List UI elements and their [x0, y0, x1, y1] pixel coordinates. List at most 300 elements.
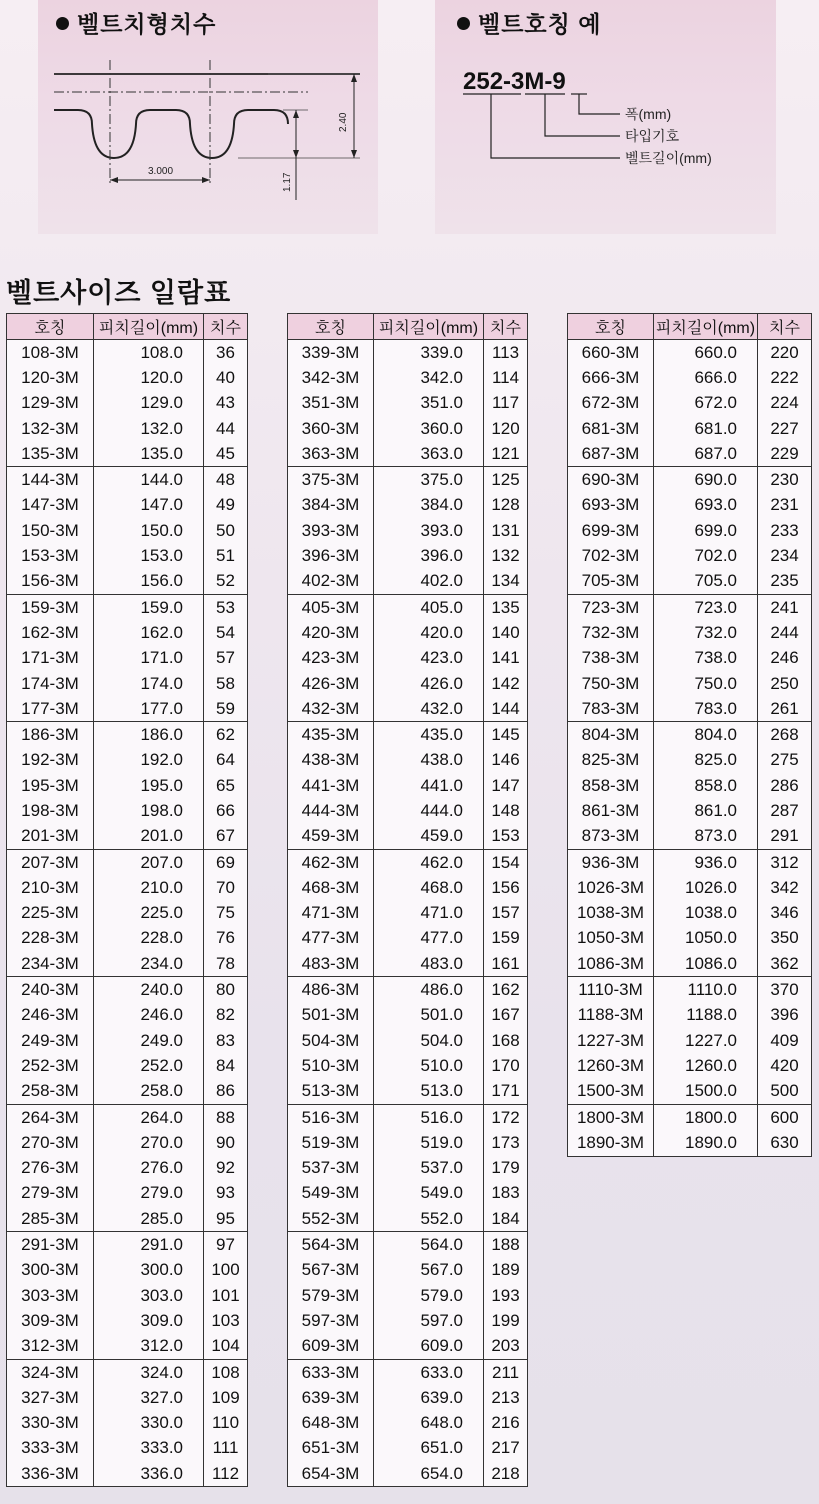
type-leader [545, 94, 620, 136]
cell-code: 423-3M [288, 646, 374, 671]
cell-code: 1890-3M [568, 1130, 654, 1156]
table-row [568, 849, 812, 875]
table-row [7, 518, 248, 543]
cell-pitch-length: 225.0 [94, 901, 204, 926]
cell-code: 162-3M [7, 620, 94, 645]
cell-pitch-length: 1800.0 [654, 1104, 758, 1130]
cell-teeth: 172 [484, 1104, 528, 1130]
cell-pitch-length: 150.0 [94, 518, 204, 543]
cell-code: 690-3M [568, 467, 654, 493]
table-row [7, 365, 248, 390]
cell-pitch-length: 351.0 [374, 391, 484, 416]
cell-code: 159-3M [7, 594, 94, 620]
table-row [568, 340, 812, 366]
table-row [7, 1359, 248, 1385]
cell-teeth: 227 [758, 416, 812, 441]
cell-teeth: 342 [758, 875, 812, 900]
cell-pitch-length: 384.0 [374, 493, 484, 518]
table-row [7, 1104, 248, 1130]
cell-teeth: 420 [758, 1053, 812, 1078]
cell-pitch-length: 699.0 [654, 518, 758, 543]
cell-pitch-length: 426.0 [374, 671, 484, 696]
cell-code: 699-3M [568, 518, 654, 543]
table-row [288, 594, 528, 620]
cell-code: 210-3M [7, 875, 94, 900]
cell-pitch-length: 327.0 [94, 1385, 204, 1410]
pitch-dimension-label: 3.000 [148, 166, 174, 177]
cell-code: 246-3M [7, 1003, 94, 1028]
table-row [7, 646, 248, 671]
cell-pitch-length: 873.0 [654, 824, 758, 850]
cell-pitch-length: 438.0 [374, 748, 484, 773]
cell-teeth: 261 [758, 696, 812, 722]
cell-teeth: 76 [204, 926, 248, 951]
cell-code: 228-3M [7, 926, 94, 951]
cell-teeth: 58 [204, 671, 248, 696]
cell-code: 1038-3M [568, 901, 654, 926]
cell-teeth: 183 [484, 1181, 528, 1206]
cell-teeth: 144 [484, 696, 528, 722]
table-row [7, 340, 248, 366]
cell-pitch-length: 804.0 [654, 722, 758, 748]
table-row [288, 1308, 528, 1333]
designation-diagram [435, 0, 776, 234]
cell-code: 873-3M [568, 824, 654, 850]
cell-teeth: 75 [204, 901, 248, 926]
cell-pitch-length: 597.0 [374, 1308, 484, 1333]
cell-teeth: 54 [204, 620, 248, 645]
cell-teeth: 188 [484, 1232, 528, 1258]
cell-pitch-length: 732.0 [654, 620, 758, 645]
cell-teeth: 396 [758, 1003, 812, 1028]
cell-code: 1800-3M [568, 1104, 654, 1130]
table-row [568, 1079, 812, 1105]
table-row [7, 1334, 248, 1360]
cell-pitch-length: 666.0 [654, 365, 758, 390]
table-row [7, 493, 248, 518]
cell-code: 285-3M [7, 1206, 94, 1232]
size-table-2 [287, 313, 528, 1487]
table-row [568, 594, 812, 620]
table-row [568, 365, 812, 390]
cell-code: 477-3M [288, 926, 374, 951]
cell-code: 420-3M [288, 620, 374, 645]
cell-teeth: 159 [484, 926, 528, 951]
cell-teeth: 213 [484, 1385, 528, 1410]
table-row [288, 1079, 528, 1105]
cell-pitch-length: 462.0 [374, 849, 484, 875]
cell-pitch-length: 519.0 [374, 1130, 484, 1155]
cell-pitch-length: 432.0 [374, 696, 484, 722]
table-row [7, 543, 248, 568]
cell-teeth: 113 [484, 340, 528, 366]
cell-teeth: 48 [204, 467, 248, 493]
cell-pitch-length: 153.0 [94, 543, 204, 568]
cell-teeth: 104 [204, 1334, 248, 1360]
cell-pitch-length: 552.0 [374, 1206, 484, 1232]
cell-pitch-length: 483.0 [374, 951, 484, 977]
cell-code: 132-3M [7, 416, 94, 441]
cell-pitch-length: 468.0 [374, 875, 484, 900]
header-code: 호칭 [288, 314, 374, 340]
table-row [7, 1410, 248, 1435]
cell-code: 300-3M [7, 1258, 94, 1283]
table-row [568, 1104, 812, 1130]
cell-pitch-length: 516.0 [374, 1104, 484, 1130]
cell-pitch-length: 240.0 [94, 977, 204, 1003]
table-row [568, 824, 812, 850]
cell-pitch-length: 1086.0 [654, 951, 758, 977]
cell-teeth: 108 [204, 1359, 248, 1385]
cell-teeth: 156 [484, 875, 528, 900]
cell-teeth: 275 [758, 748, 812, 773]
cell-teeth: 184 [484, 1206, 528, 1232]
table-row [568, 620, 812, 645]
table-row [288, 365, 528, 390]
table-row [568, 441, 812, 467]
table-row [288, 1436, 528, 1461]
cell-teeth: 600 [758, 1104, 812, 1130]
cell-teeth: 233 [758, 518, 812, 543]
cell-pitch-length: 405.0 [374, 594, 484, 620]
cell-code: 597-3M [288, 1308, 374, 1333]
table-row [568, 696, 812, 722]
cell-code: 147-3M [7, 493, 94, 518]
cell-code: 462-3M [288, 849, 374, 875]
cell-pitch-length: 171.0 [94, 646, 204, 671]
cell-code: 687-3M [568, 441, 654, 467]
table-row [288, 493, 528, 518]
cell-teeth: 142 [484, 671, 528, 696]
size-table-3 [567, 313, 812, 1157]
cell-pitch-length: 660.0 [654, 340, 758, 366]
cell-code: 438-3M [288, 748, 374, 773]
cell-teeth: 131 [484, 518, 528, 543]
cell-pitch-length: 501.0 [374, 1003, 484, 1028]
cell-pitch-length: 210.0 [94, 875, 204, 900]
table-row [7, 901, 248, 926]
cell-code: 1227-3M [568, 1028, 654, 1053]
cell-teeth: 148 [484, 798, 528, 823]
cell-pitch-length: 120.0 [94, 365, 204, 390]
cell-code: 312-3M [7, 1334, 94, 1360]
cell-code: 108-3M [7, 340, 94, 366]
table-row [7, 1181, 248, 1206]
table-header-row [288, 314, 528, 340]
cell-pitch-length: 477.0 [374, 926, 484, 951]
cell-code: 177-3M [7, 696, 94, 722]
cell-teeth: 67 [204, 824, 248, 850]
table-row [288, 696, 528, 722]
cell-pitch-length: 444.0 [374, 798, 484, 823]
table-row [7, 1028, 248, 1053]
cell-code: 579-3M [288, 1283, 374, 1308]
cell-teeth: 52 [204, 569, 248, 595]
table-row [568, 671, 812, 696]
table-row [7, 798, 248, 823]
cell-code: 342-3M [288, 365, 374, 390]
cell-pitch-length: 1038.0 [654, 901, 758, 926]
cell-code: 279-3M [7, 1181, 94, 1206]
cell-pitch-length: 339.0 [374, 340, 484, 366]
cell-pitch-length: 564.0 [374, 1232, 484, 1258]
table-row [7, 1385, 248, 1410]
table-row [568, 1130, 812, 1156]
cell-pitch-length: 192.0 [94, 748, 204, 773]
cell-teeth: 171 [484, 1079, 528, 1105]
cell-pitch-length: 825.0 [654, 748, 758, 773]
cell-teeth: 83 [204, 1028, 248, 1053]
cell-code: 1026-3M [568, 875, 654, 900]
cell-pitch-length: 1188.0 [654, 1003, 758, 1028]
cell-pitch-length: 1227.0 [654, 1028, 758, 1053]
cell-pitch-length: 270.0 [94, 1130, 204, 1155]
cell-pitch-length: 144.0 [94, 467, 204, 493]
table-row [7, 594, 248, 620]
cell-teeth: 350 [758, 926, 812, 951]
cell-code: 723-3M [568, 594, 654, 620]
cell-teeth: 199 [484, 1308, 528, 1333]
cell-teeth: 216 [484, 1410, 528, 1435]
header-teeth: 치수 [758, 314, 812, 340]
cell-teeth: 193 [484, 1283, 528, 1308]
table-row [568, 467, 812, 493]
cell-pitch-length: 861.0 [654, 798, 758, 823]
cell-code: 192-3M [7, 748, 94, 773]
designation-code: 252-3M-9 [463, 68, 566, 95]
cell-code: 1086-3M [568, 951, 654, 977]
table-row [7, 1053, 248, 1078]
cell-teeth: 92 [204, 1156, 248, 1181]
total-height-label: 2.40 [338, 112, 349, 132]
table-row [7, 1232, 248, 1258]
tooth-profile-panel [38, 0, 378, 234]
cell-pitch-length: 936.0 [654, 849, 758, 875]
cell-code: 234-3M [7, 951, 94, 977]
cell-code: 135-3M [7, 441, 94, 467]
cell-code: 201-3M [7, 824, 94, 850]
cell-pitch-length: 129.0 [94, 391, 204, 416]
cell-code: 384-3M [288, 493, 374, 518]
cell-pitch-length: 108.0 [94, 340, 204, 366]
cell-code: 693-3M [568, 493, 654, 518]
cell-teeth: 95 [204, 1206, 248, 1232]
cell-code: 225-3M [7, 901, 94, 926]
cell-code: 1260-3M [568, 1053, 654, 1078]
cell-teeth: 287 [758, 798, 812, 823]
cell-teeth: 246 [758, 646, 812, 671]
cell-teeth: 66 [204, 798, 248, 823]
cell-code: 825-3M [568, 748, 654, 773]
cell-pitch-length: 135.0 [94, 441, 204, 467]
cell-code: 360-3M [288, 416, 374, 441]
cell-pitch-length: 174.0 [94, 671, 204, 696]
tooth-height-label: 1.17 [282, 172, 293, 192]
cell-code: 702-3M [568, 543, 654, 568]
cell-code: 1110-3M [568, 977, 654, 1003]
cell-code: 363-3M [288, 441, 374, 467]
cell-teeth: 57 [204, 646, 248, 671]
cell-code: 936-3M [568, 849, 654, 875]
size-table-1 [6, 313, 248, 1487]
cell-teeth: 59 [204, 696, 248, 722]
cell-code: 549-3M [288, 1181, 374, 1206]
cell-code: 672-3M [568, 391, 654, 416]
cell-code: 252-3M [7, 1053, 94, 1078]
table-row [288, 824, 528, 850]
table-row [288, 646, 528, 671]
cell-code: 309-3M [7, 1308, 94, 1333]
cell-teeth: 220 [758, 340, 812, 366]
cell-teeth: 145 [484, 722, 528, 748]
cell-code: 1188-3M [568, 1003, 654, 1028]
cell-pitch-length: 291.0 [94, 1232, 204, 1258]
cell-pitch-length: 858.0 [654, 773, 758, 798]
cell-code: 207-3M [7, 849, 94, 875]
cell-pitch-length: 324.0 [94, 1359, 204, 1385]
table-row [288, 875, 528, 900]
table-row [568, 416, 812, 441]
cell-code: 324-3M [7, 1359, 94, 1385]
table-row [288, 849, 528, 875]
cell-teeth: 241 [758, 594, 812, 620]
table-row [7, 722, 248, 748]
cell-code: 336-3M [7, 1461, 94, 1487]
table-row [288, 467, 528, 493]
table-row [288, 518, 528, 543]
cell-pitch-length: 375.0 [374, 467, 484, 493]
cell-pitch-length: 198.0 [94, 798, 204, 823]
table-row [568, 773, 812, 798]
cell-pitch-length: 651.0 [374, 1436, 484, 1461]
table-row [288, 798, 528, 823]
cell-pitch-length: 333.0 [94, 1436, 204, 1461]
table-row [7, 441, 248, 467]
cell-teeth: 250 [758, 671, 812, 696]
cell-pitch-length: 330.0 [94, 1410, 204, 1435]
cell-teeth: 409 [758, 1028, 812, 1053]
table-row [568, 798, 812, 823]
cell-teeth: 43 [204, 391, 248, 416]
cell-pitch-length: 1890.0 [654, 1130, 758, 1156]
table-row [288, 1283, 528, 1308]
cell-code: 471-3M [288, 901, 374, 926]
header-teeth: 치수 [204, 314, 248, 340]
width-label: 폭(mm) [625, 106, 672, 122]
cell-pitch-length: 147.0 [94, 493, 204, 518]
cell-code: 738-3M [568, 646, 654, 671]
width-leader [579, 94, 620, 114]
table-row [568, 722, 812, 748]
cell-pitch-length: 537.0 [374, 1156, 484, 1181]
cell-pitch-length: 459.0 [374, 824, 484, 850]
cell-code: 654-3M [288, 1461, 374, 1487]
table-row [7, 824, 248, 850]
cell-pitch-length: 246.0 [94, 1003, 204, 1028]
header-pitch-length: 피치길이(mm) [374, 314, 484, 340]
cell-teeth: 100 [204, 1258, 248, 1283]
cell-pitch-length: 195.0 [94, 773, 204, 798]
cell-code: 150-3M [7, 518, 94, 543]
cell-teeth: 132 [484, 543, 528, 568]
table-row [288, 926, 528, 951]
cell-pitch-length: 690.0 [654, 467, 758, 493]
cell-pitch-length: 132.0 [94, 416, 204, 441]
header-pitch-length: 피치길이(mm) [94, 314, 204, 340]
tooth-profile-title-text: 벨트치형치수 [77, 11, 217, 37]
cell-teeth: 50 [204, 518, 248, 543]
cell-code: 639-3M [288, 1385, 374, 1410]
cell-code: 120-3M [7, 365, 94, 390]
cell-teeth: 135 [484, 594, 528, 620]
table-row [288, 1028, 528, 1053]
cell-pitch-length: 1026.0 [654, 875, 758, 900]
table-row [568, 926, 812, 951]
cell-code: 333-3M [7, 1436, 94, 1461]
cell-pitch-length: 207.0 [94, 849, 204, 875]
designation-panel [435, 0, 776, 234]
table-row [568, 646, 812, 671]
cell-pitch-length: 639.0 [374, 1385, 484, 1410]
table-row [288, 1130, 528, 1155]
cell-pitch-length: 156.0 [94, 569, 204, 595]
cell-pitch-length: 633.0 [374, 1359, 484, 1385]
cell-pitch-length: 567.0 [374, 1258, 484, 1283]
cell-pitch-length: 363.0 [374, 441, 484, 467]
cell-code: 129-3M [7, 391, 94, 416]
cell-teeth: 170 [484, 1053, 528, 1078]
cell-pitch-length: 681.0 [654, 416, 758, 441]
cell-teeth: 153 [484, 824, 528, 850]
table-row [568, 748, 812, 773]
cell-pitch-length: 486.0 [374, 977, 484, 1003]
table-row [568, 543, 812, 568]
cell-code: 144-3M [7, 467, 94, 493]
cell-teeth: 110 [204, 1410, 248, 1435]
cell-code: 858-3M [568, 773, 654, 798]
cell-pitch-length: 738.0 [654, 646, 758, 671]
table-row [288, 951, 528, 977]
cell-pitch-length: 513.0 [374, 1079, 484, 1105]
table-row [288, 901, 528, 926]
cell-code: 510-3M [288, 1053, 374, 1078]
table-row [7, 569, 248, 595]
cell-code: 537-3M [288, 1156, 374, 1181]
cell-pitch-length: 342.0 [374, 365, 484, 390]
designation-title-text: 벨트호칭 예 [478, 11, 602, 37]
cell-pitch-length: 309.0 [94, 1308, 204, 1333]
cell-teeth: 97 [204, 1232, 248, 1258]
table-row [7, 977, 248, 1003]
cell-teeth: 45 [204, 441, 248, 467]
cell-teeth: 630 [758, 1130, 812, 1156]
table-row [288, 569, 528, 595]
cell-teeth: 69 [204, 849, 248, 875]
cell-code: 351-3M [288, 391, 374, 416]
cell-teeth: 218 [484, 1461, 528, 1487]
cell-teeth: 146 [484, 748, 528, 773]
cell-pitch-length: 300.0 [94, 1258, 204, 1283]
cell-code: 153-3M [7, 543, 94, 568]
table-row [568, 1053, 812, 1078]
cell-teeth: 157 [484, 901, 528, 926]
table-row [7, 467, 248, 493]
cell-code: 750-3M [568, 671, 654, 696]
cell-code: 504-3M [288, 1028, 374, 1053]
cell-teeth: 111 [204, 1436, 248, 1461]
table-row [7, 875, 248, 900]
table-row [288, 977, 528, 1003]
